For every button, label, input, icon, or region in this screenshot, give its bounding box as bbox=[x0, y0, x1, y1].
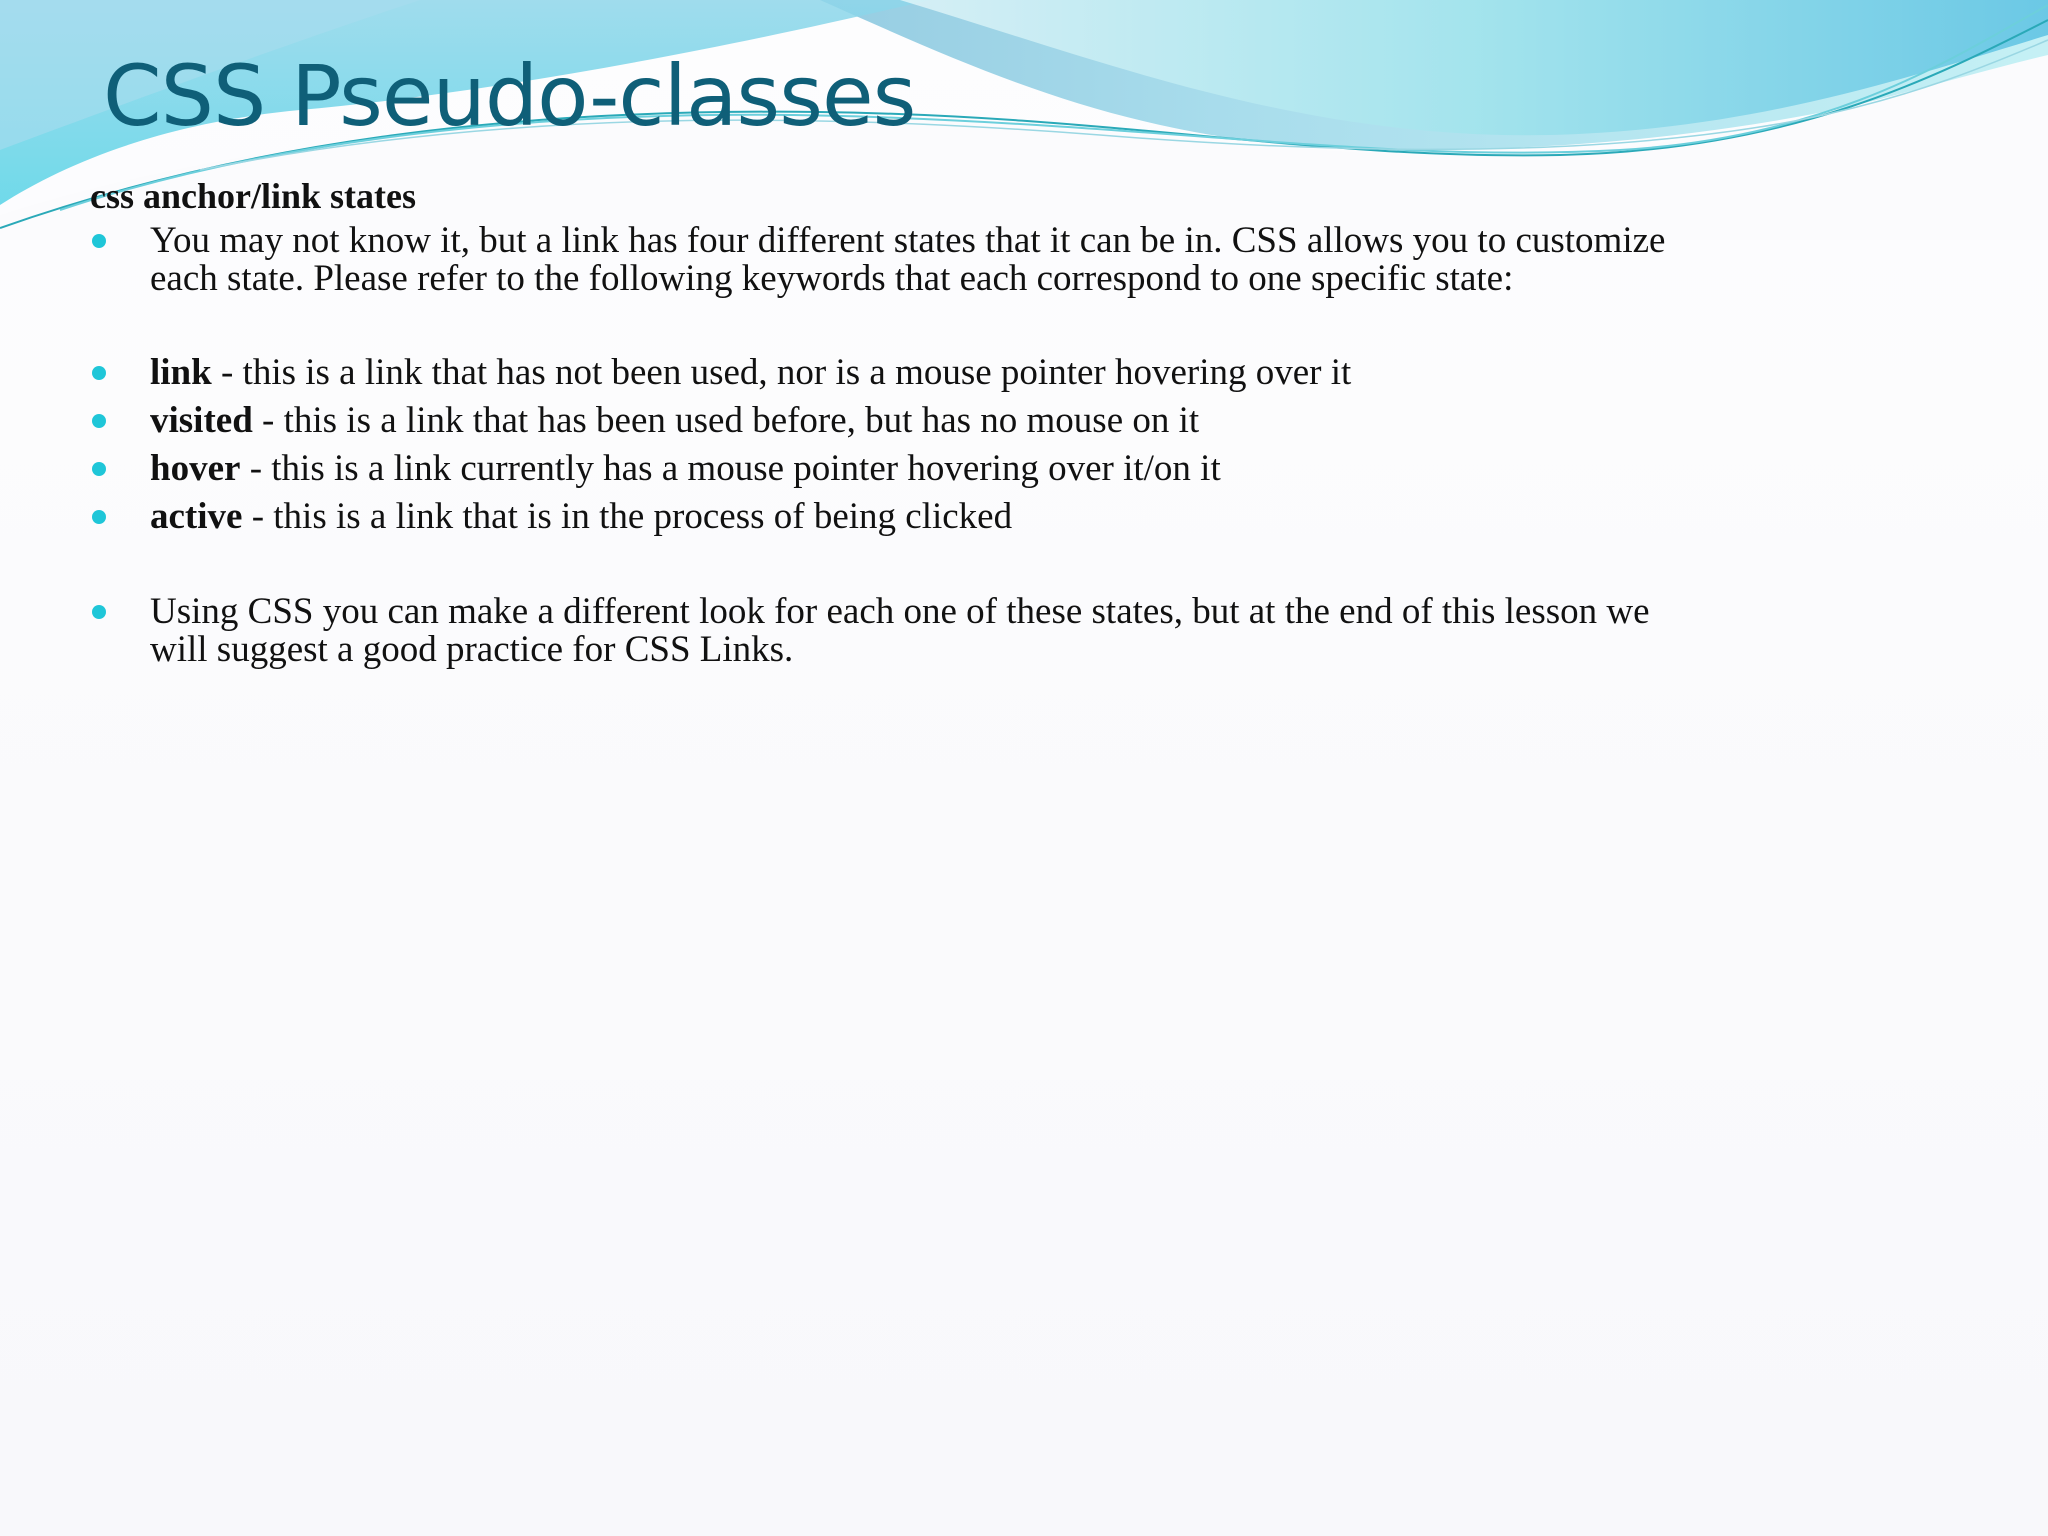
state-item-link bbox=[90, 354, 1990, 392]
state-description: - this is a link that has not been used, nor is a mouse pointer hovering over it bbox=[211, 352, 1352, 393]
intro-line-2: each state. Please refer to the following keywords that each correspond to one specific state: bbox=[150, 258, 1514, 299]
bullet-dot-icon bbox=[92, 510, 106, 524]
bullet-dot-icon bbox=[92, 605, 106, 619]
bullet-dot-icon bbox=[92, 366, 106, 380]
closing-bullet bbox=[90, 593, 1990, 669]
state-keyword: active bbox=[150, 496, 243, 537]
intro-line-1: You may not know it, but a link has four different states that it can be in. CSS allows you to customize bbox=[150, 220, 1666, 261]
slide-title: CSS Pseudo-classes bbox=[103, 47, 916, 145]
state-description: - this is a link currently has a mouse pointer hovering over it/on it bbox=[240, 448, 1221, 489]
bullet-dot-icon bbox=[92, 414, 106, 428]
closing-line-2: will suggest a good practice for CSS Links. bbox=[150, 629, 794, 670]
intro-bullet bbox=[90, 222, 1990, 298]
closing-line-1: Using CSS you can make a different look for each one of these states, but at the end of this lesson we bbox=[150, 591, 1650, 632]
state-item-visited bbox=[90, 402, 1990, 440]
state-item-hover bbox=[90, 450, 1990, 488]
section-heading: css anchor/link states bbox=[90, 176, 417, 216]
state-description: - this is a link that is in the process of being clicked bbox=[242, 496, 1013, 537]
state-item-active bbox=[90, 498, 1990, 536]
state-keyword: hover bbox=[150, 448, 241, 489]
state-keyword: visited bbox=[150, 400, 253, 441]
state-keyword: link bbox=[150, 352, 212, 393]
bullet-dot-icon bbox=[92, 462, 106, 476]
bullet-list bbox=[90, 222, 1990, 669]
bullet-dot-icon bbox=[92, 234, 106, 248]
state-description: - this is a link that has been used before, but has no mouse on it bbox=[252, 400, 1200, 441]
